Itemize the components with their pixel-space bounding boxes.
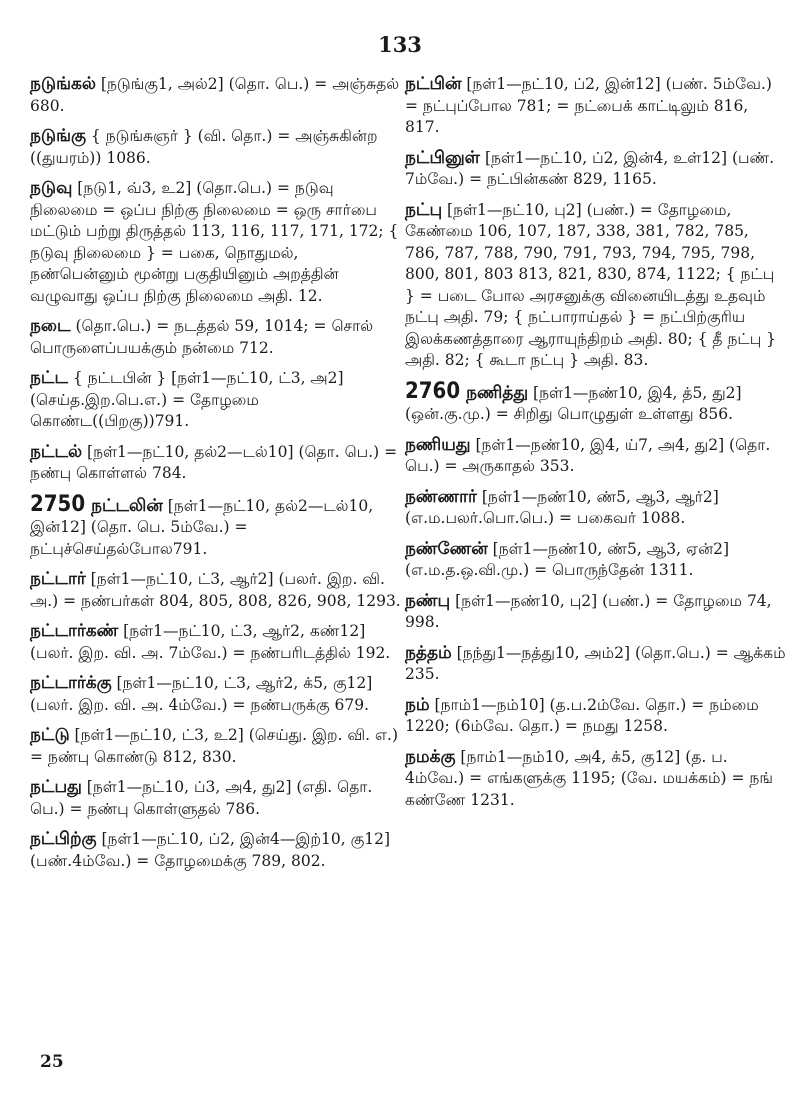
entry-headword: நடுங்கு — [30, 126, 86, 146]
entry-definition: [நள்1—நட்10, தல்2—டல்10] (தொ. பெ.) = நண்பு கொள்ளல் 784. — [30, 442, 398, 482]
entry-definition: [நள்1—நண்10, ண்5, ஆ3, ஆர்2] (எ.ம.பலர்.பொ.பெ.) = பகைவர் 1088. — [405, 487, 719, 527]
right-column — [405, 74, 787, 820]
entry-number-marker: 2750 — [30, 491, 86, 517]
entry-headword: நண்ணேன் — [405, 538, 488, 559]
entry-headword: நட்பு — [405, 199, 443, 220]
entry-headword: நட்பினுள் — [405, 147, 481, 168]
entry-headword: நட்டலின் — [91, 495, 163, 516]
entry-headword: நட்டார்கண் — [30, 621, 119, 641]
entry-headword: நட்பது — [30, 777, 82, 797]
entry-definition: (தொ.பெ.) = நடத்தல் 59, 1014; = சொல் பொருளைப்பயக்கும் நன்மை 712. — [30, 317, 374, 357]
entry-definition: [நள்1—நண்10, ண்5, ஆ3, ஏன்2] (எ.ம.த.ஒ.வி.மு.) = பொருந்தேன் 1311. — [405, 539, 730, 579]
entry-headword: நடை — [30, 316, 71, 336]
entry-headword: நமக்கு — [405, 746, 456, 767]
entry-headword: நணித்து — [466, 382, 529, 403]
dictionary-entry — [405, 378, 787, 426]
dictionary-entry — [30, 621, 402, 664]
dictionary-entry — [405, 487, 787, 530]
entry-headword: நடுவு — [30, 178, 73, 198]
entry-definition: [நள்1—நண்10, இ4, ய்7, அ4, து2] (தொ. பெ.) = அருகாதல் 353. — [405, 435, 771, 475]
page-number: 133 — [378, 32, 422, 57]
dictionary-entry — [30, 74, 402, 117]
dictionary-entry — [405, 148, 787, 191]
dictionary-entry — [30, 368, 402, 433]
dictionary-entry — [30, 178, 402, 307]
dictionary-entry — [405, 74, 787, 139]
entry-headword: நண்பு — [405, 590, 451, 611]
dictionary-entry — [30, 777, 402, 820]
entry-definition: [நந்து1—நத்து10, அம்2] (தொ.பெ.) = ஆக்கம் 235. — [405, 643, 786, 683]
entry-headword: நட்ட — [30, 368, 68, 388]
dictionary-entry — [405, 591, 787, 634]
entry-headword: நணியது — [405, 434, 471, 455]
entry-definition: [நள்1—நட்10, தல்2—டல்10, இன்12] (தொ. பெ. 5ம்வே.) = நட்புச்செய்தல்போல791. — [30, 496, 374, 558]
entry-definition: [நள்1—நட்10, ப்3, அ4, து2] (எதி. தொ. பெ.) = நண்பு கொள்ளுதல் 786. — [30, 778, 373, 818]
entry-headword: நட்டார் — [30, 569, 86, 589]
dictionary-entry — [30, 725, 402, 768]
entry-number-marker: 2760 — [405, 378, 461, 404]
entry-definition: [நள்1—நட்10, ப்2, இன்4, உள்12] (பண். 7ம்வே.) = நட்பின்கண் 829, 1165. — [405, 148, 775, 188]
dictionary-entry — [405, 747, 787, 812]
entry-definition: [நள்1—நட்10, ட்3, ஆர்2, க்5, கு12] (பலர். இற. வி. அ. 4ம்வே.) = நண்பருக்கு 679. — [30, 674, 373, 714]
entry-headword: நம் — [405, 694, 430, 715]
entry-definition: [நடுங்கு1, அல்2] (தொ. பெ.) = அஞ்சுதல் 680. — [30, 75, 400, 115]
entry-headword: நட்டல் — [30, 441, 83, 462]
entry-headword: நண்ணார் — [405, 486, 477, 507]
dictionary-entry — [30, 829, 402, 872]
entry-definition: [நள்1—நண்10, பு2] (பண்.) = தோழமை 74, 998. — [405, 591, 772, 631]
dictionary-entry — [405, 695, 787, 738]
dictionary-entry — [405, 539, 787, 582]
entry-definition: [நடு1, வ்3, உ2] (தொ.பெ.) = நடுவு நிலைமை = ஒப்ப நிற்கு நிலைமை = ஒரு சார்பை மட்டும் பற்று திருத்தல் 113, 116, 117, 171, 172; { நடுவு நிலைமை } = பகை, நொதுமல், நண்பென்னும் மூன்று பகுதியினும் அறத்தின் வழுவாது ஒப்ப நிற்கு நிலைமை அதி. 12. — [30, 179, 399, 305]
entry-definition: { நடுங்சுஞர் } (வி. தொ.) = அஞ்சுகின்ற ((துயரம்)) 1086. — [30, 127, 378, 167]
entry-definition: [நள்1—நட்10, ட்3, ஆர்2, கண்12] (பலர். இற. வி. அ. 7ம்வே.) = நண்பரிடத்தில் 192. — [30, 622, 391, 662]
entry-definition: [நாம்1—நம்10, அ4, க்5, கு12] (த. ப. 4ம்வே.) = எங்களுக்கு 1195; (வே. மயக்கம்) = நங் கண்ணே 1231. — [405, 747, 773, 809]
entry-headword: நத்தம் — [405, 642, 452, 663]
entry-definition: [நள்1—நட்10, ப்2, இன்12] (பண். 5ம்வே.) = நட்புப்போல 781; = நட்பைக் காட்டிலும் 816, 817. — [405, 75, 772, 136]
entry-definition: { நட்டபின் } [நள்1—நட்10, ட்3, அ2] (செய்த.இற.பெ.எ.) = தோழமை கொண்ட((பிறகு))791. — [30, 369, 344, 430]
entry-definition: [நள்1—நட்10, ப்2, இன்4—இற்10, கு12] (பண்.4ம்வே.) = தோழமைக்கு 789, 802. — [30, 830, 391, 870]
entry-headword: நட்பின் — [405, 74, 462, 94]
entry-headword: நட்பிற்கு — [30, 829, 97, 849]
dictionary-entry — [405, 200, 787, 372]
entry-definition: [நள்1—நட்10, ட்3, ஆர்2] (பலர். இற. வி. அ.) = நண்பர்கள் 804, 805, 808, 826, 908, 1293. — [30, 570, 401, 610]
entry-headword: நட்டார்க்கு — [30, 673, 112, 693]
dictionary-entry — [30, 491, 402, 561]
dictionary-entry — [30, 126, 402, 169]
footer-number: 25 — [40, 1052, 64, 1072]
entry-definition: [நாம்1—நம்10] (த.ப.2ம்வே. தொ.) = நம்மை 1220; (6ம்வே. தொ.) = நமது 1258. — [405, 695, 759, 735]
left-column — [30, 74, 402, 881]
entry-headword: நடுங்கல் — [30, 74, 96, 94]
dictionary-entry — [405, 643, 787, 686]
dictionary-entry — [30, 569, 402, 612]
dictionary-entry — [30, 673, 402, 716]
entry-definition: [நள்1—நட்10, ட்3, உ2] (செய்து. இற. வி. எ.) = நண்பு கொண்டு 812, 830. — [30, 726, 399, 766]
dictionary-entry — [30, 316, 402, 359]
entry-definition: [நள்1—நண்10, இ4, த்5, து2] (ஒன்.கு.மு.) = சிறிது பொழுதுள் உள்ளது 856. — [405, 383, 742, 423]
entry-headword: நட்டு — [30, 725, 70, 745]
dictionary-entry — [30, 442, 402, 485]
dictionary-entry — [405, 435, 787, 478]
entry-definition: [நள்1—நட்10, பு2] (பண்.) = தோழமை, கேண்மை 106, 107, 187, 338, 381, 782, 785, 786, 787, 788, 790, 791, 793, 794, 795, 798, 800, 801, 803 813, 821, 830, 874, 1122; { நட்பு } = படை போல அரசனுக்கு வினையிடத்து உதவும் நட்பு அதி. 79; { நட்பாராய்தல் } = நட்பிற்குரிய இலக்கணத்தாரை ஆராயுந்திறம் அதி. 80; { தீ நட்பு } அதி. 82; { கூடா நட்பு } அதி. 83. — [405, 200, 777, 369]
